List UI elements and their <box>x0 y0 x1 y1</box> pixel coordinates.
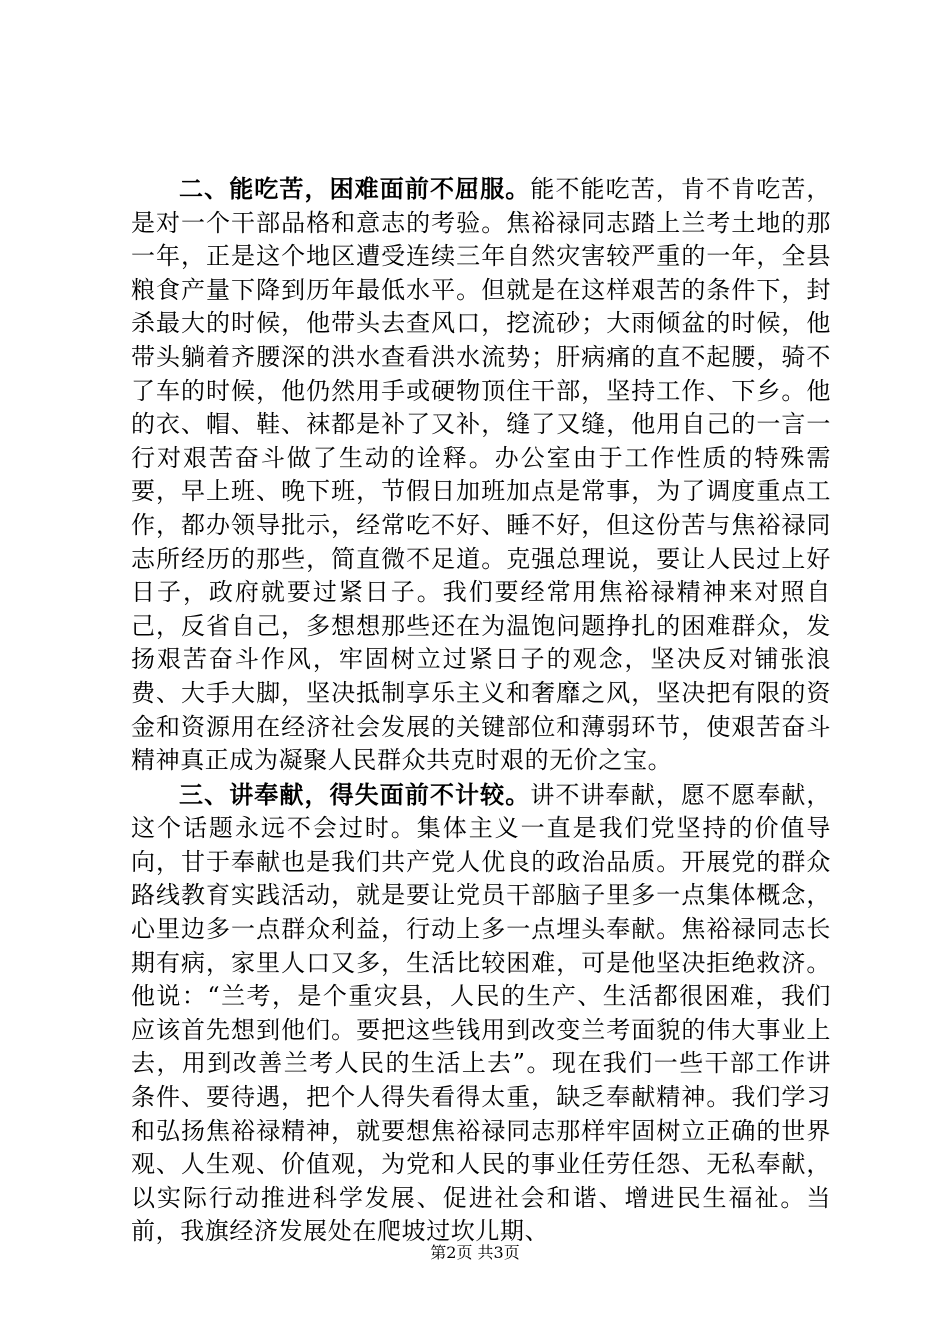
page-number-footer: 第2页 共3页 <box>430 1243 520 1262</box>
paragraph-text: 能不能吃苦，肯不肯吃苦，是对一个干部品格和意志的考验。焦裕禄同志踏上兰考土地的那一年，正是这个地区遭受连续三年自然灾害较严重的一年，全县粮食产量下降到历年最低水平。但就是在这样艰苦的条件下，封杀最大的时候，他带头去查风口，挖流砂；大雨倾盆的时候，他带头躺着齐腰深的洪水查看洪水流势；肝病痛的直不起腰，骑不了车的时候，他仍然用手或硬物顶住干部，坚持工作、下乡。他的衣、帽、鞋、袜都是补了又补，缝了又缝，他用自己的一言一行对艰苦奋斗做了生动的诠释。办公室由于工作性质的特殊需要，早上班、晚下班，节假日加班加点是常事，为了调度重点工作，都办领导批示，经常吃不好、睡不好，但这份苦与焦裕禄同志所经历的那些，简直微不足道。克强总理说，要让人民过上好日子，政府就要过紧日子。我们要经常用焦裕禄精神来对照自己，反省自己，多想想那些还在为温饱问题挣扎的困难群众，发扬艰苦奋斗作风，牢固树立过紧日子的观念，坚决反对铺张浪费、大手大脚，坚决抵制享乐主义和奢靡之风，坚决把有限的资金和资源用在经济社会发展的关键部位和薄弱环节，使艰苦奋斗精神真正成为凝聚人民群众共克时艰的无价之宝。 <box>131 175 831 775</box>
document-body <box>131 172 831 1249</box>
paragraph-hardship <box>131 172 831 778</box>
paragraph-heading: 三、讲奉献，得失面前不计较。 <box>179 779 531 809</box>
paragraph-text: 讲不讲奉献，愿不愿奉献，这个话题永远不会过时。集体主义一直是我们党坚持的价值导向，甘于奉献也是我们共产党人优良的政治品质。开展党的群众路线教育实践活动，就是要让党员干部脑子里多一点集体概念，心里边多一点群众利益，行动上多一点埋头奉献。焦裕禄同志长期有病，家里人口又多，生活比较困难，可是他坚决拒绝救济。他说：“兰考，是个重灾县，人民的生产、生活都很困难，我们应该首先想到他们。要把这些钱用到改变兰考面貌的伟大事业上去，用到改善兰考人民的生活上去”。现在我们一些干部工作讲条件、要待遇，把个人得失看得太重，缺乏奉献精神。我们学习和弘扬焦裕禄精神，就要想焦裕禄同志那样牢固树立正确的世界观、人生观、价值观，为党和人民的事业任劳任怨、无私奉献，以实际行动推进科学发展、促进社会和谐、增进民生福祉。当前，我旗经济发展处在爬坡过坎儿期、 <box>131 780 831 1246</box>
paragraph-dedication <box>131 778 831 1249</box>
paragraph-heading: 二、能吃苦，困难面前不屈服。 <box>179 174 531 203</box>
